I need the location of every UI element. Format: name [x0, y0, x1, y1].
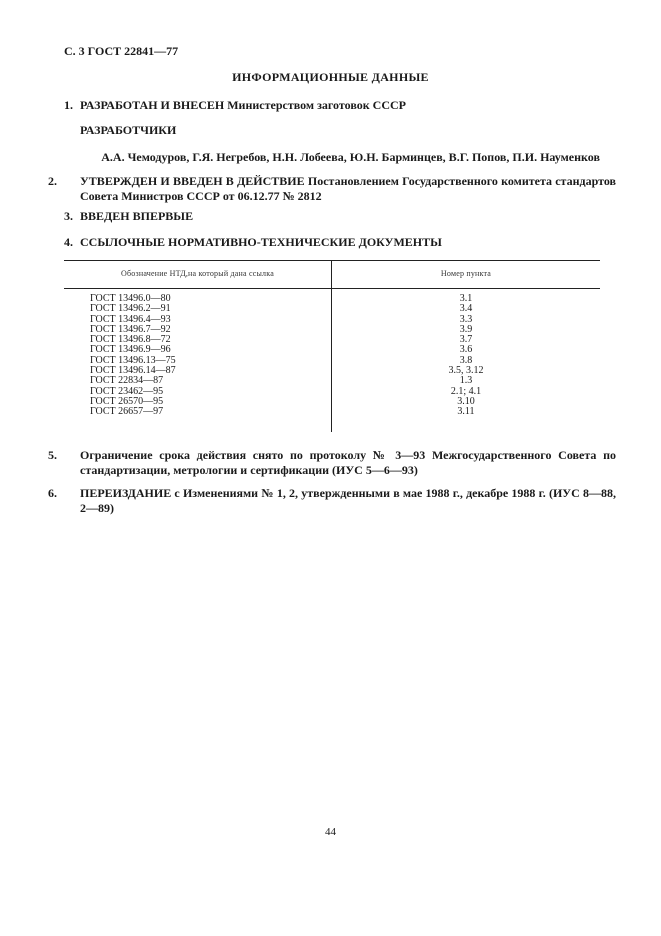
table-header-document: Обозначение НТД,на который дана ссылка [121, 269, 274, 278]
clause-cell: 3.3 [459, 313, 473, 325]
document-cell: ГОСТ 26570—95 [90, 395, 164, 407]
table-body [64, 294, 600, 418]
document-cell: ГОСТ 13496.14—87 [90, 365, 176, 377]
page-number: 44 [325, 826, 336, 838]
clause-cell: 3.4 [459, 303, 473, 315]
document-cell: ГОСТ 13496.2—91 [90, 303, 171, 315]
item-number: 5. [48, 448, 57, 462]
document-cell: ГОСТ 22834—87 [90, 375, 164, 387]
item-heading: ССЫЛОЧНЫЕ НОРМАТИВНО-ТЕХНИЧЕСКИЕ ДОКУМЕНТЫ [80, 235, 442, 249]
item-number: 2. [48, 174, 57, 188]
table-header-rule [64, 288, 600, 289]
clause-cell: 3.7 [459, 334, 473, 346]
item-heading: ПЕРЕИЗДАНИЕ [80, 486, 172, 500]
item-number: 6. [48, 486, 57, 500]
clause-cell: 3.1 [459, 293, 473, 304]
document-cell: ГОСТ 13496.13—75 [90, 354, 176, 366]
developers-names: А.А. Чемодуров, Г.Я. Негребов, Н.Н. Лобеева, Ю.Н. Барминцев, В.Г. Попов, П.И. Науменков [101, 150, 600, 164]
item-number: 1. [64, 98, 73, 112]
item-reissue [48, 486, 616, 516]
item-text: Ограничение срока действия снято по протоколу № 3—93 Межгосударственного Совета по стандартизации, метрологии и сертификации (ИУС 5—6—93) [80, 448, 616, 477]
clause-cell: 3.6 [459, 344, 473, 356]
table-row [64, 407, 600, 417]
item-text: Министерством заготовок СССР [227, 98, 406, 112]
clause-cell: 3.11 [457, 406, 475, 418]
item-text: с Изменениями № 1, 2, утвержденными в мае 1988 г., декабре 1988 г. (ИУС 8—88, 2—89) [80, 486, 616, 515]
item-heading: ВВЕДЕН ВПЕРВЫЕ [80, 209, 194, 223]
document-title: ИНФОРМАЦИОННЫЕ ДАННЫЕ [232, 70, 429, 84]
clause-cell: 3.10 [457, 395, 475, 407]
item-first-introduced [64, 209, 600, 224]
document-cell: ГОСТ 13496.9—96 [90, 344, 171, 356]
clause-cell: 3.9 [459, 323, 473, 335]
document-cell: ГОСТ 23462—95 [90, 385, 164, 397]
table-top-rule [64, 260, 600, 261]
item-number: 3. [64, 209, 73, 223]
item-developed-by [64, 98, 600, 113]
table-header-clause: Номер пункта [440, 269, 492, 278]
clause-cell: 3.8 [459, 354, 473, 366]
clause-cell: 3.5, 3.12 [448, 365, 484, 377]
clause-cell: 1.3 [459, 375, 473, 387]
item-number: 4. [64, 235, 73, 249]
item-validity-limit [48, 448, 616, 478]
item-reference-documents [64, 235, 600, 250]
document-cell: ГОСТ 13496.0—80 [90, 293, 171, 304]
document-cell: ГОСТ 13496.4—93 [90, 313, 171, 325]
document-cell: ГОСТ 13496.7—92 [90, 323, 171, 335]
page-header: С. 3 ГОСТ 22841—77 [64, 44, 179, 58]
document-cell: ГОСТ 13496.8—72 [90, 334, 171, 346]
clause-cell: 2.1; 4.1 [450, 385, 482, 397]
item-text: Постановлением Государственного комитета стандартов Совета Министров СССР от 06.12.77 № 2812 [80, 174, 617, 203]
document-cell: ГОСТ 26657—97 [90, 406, 164, 418]
item-heading: УТВЕРЖДЕН И ВВЕДЕН В ДЕЙСТВИЕ [80, 174, 305, 188]
developers-label: РАЗРАБОТЧИКИ [80, 123, 177, 137]
item-approved [48, 174, 617, 204]
item-heading: РАЗРАБОТАН И ВНЕСЕН [80, 98, 225, 112]
